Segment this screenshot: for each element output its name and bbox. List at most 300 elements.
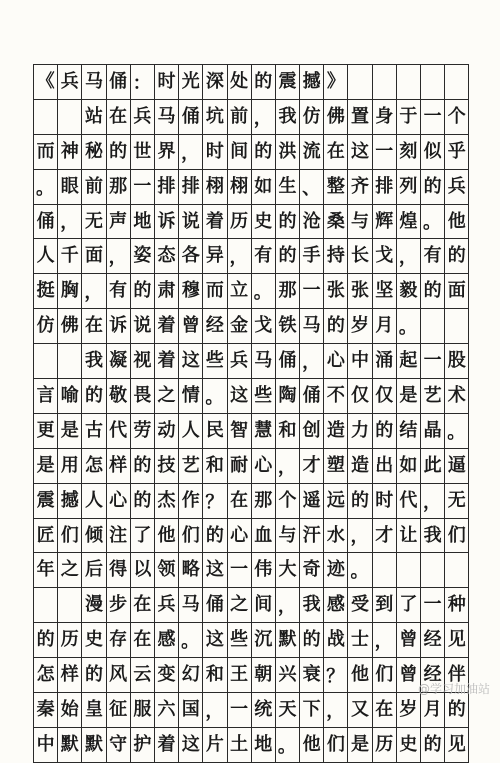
grid-cell: 与 (276, 519, 300, 554)
grid-cell: 护 (131, 728, 155, 763)
grid-cell: 栩 (203, 170, 227, 205)
grid-cell: 历 (58, 623, 82, 658)
grid-cell: 俑 (203, 588, 227, 623)
grid-cell: 齐 (348, 170, 372, 205)
grid-cell: 而 (203, 274, 227, 309)
grid-cell: 王 (228, 658, 252, 693)
grid-cell: ， (300, 344, 324, 379)
grid-cell: 见 (445, 623, 469, 658)
grid-cell: 诉 (155, 205, 179, 240)
grid-cell: 曾 (397, 623, 421, 658)
grid-cell: ， (397, 239, 421, 274)
grid-cell: 才 (300, 449, 324, 484)
grid-cell: 的 (34, 623, 58, 658)
grid-cell: 乎 (445, 135, 469, 170)
grid-cell: 奇 (300, 553, 324, 588)
grid-cell: 张 (348, 274, 372, 309)
grid-cell: 与 (348, 205, 372, 240)
grid-cell: 戈 (373, 239, 397, 274)
grid-cell: 在 (324, 135, 348, 170)
grid-cell: 一 (421, 100, 445, 135)
grid-cell: 马 (82, 65, 106, 100)
grid-cell: 。 (203, 379, 227, 414)
grid-cell: 始 (58, 693, 82, 728)
grid-cell: 的 (252, 135, 276, 170)
grid-cell: 间 (252, 588, 276, 623)
grid-cell: 仿 (34, 309, 58, 344)
grid-cell: 曾 (397, 658, 421, 693)
grid-cell: 着 (203, 205, 227, 240)
grid-cell: 年 (34, 553, 58, 588)
grid-cell: 时 (203, 135, 227, 170)
grid-cell: 杰 (155, 484, 179, 519)
grid-cell: 这 (203, 623, 227, 658)
grid-cell: 心 (252, 449, 276, 484)
grid-cell: 俑 (276, 344, 300, 379)
grid-cell: 和 (203, 658, 227, 693)
grid-cell: 面 (82, 239, 106, 274)
grid-cell: 是 (34, 449, 58, 484)
grid-cell: 在 (373, 693, 397, 728)
grid-cell: 这 (228, 379, 252, 414)
grid-cell: 们 (58, 519, 82, 554)
grid-cell: 面 (445, 274, 469, 309)
grid-cell: 之 (58, 553, 82, 588)
grid-cell: 手 (300, 239, 324, 274)
grid-cell: ， (58, 205, 82, 240)
grid-cell: 、 (300, 170, 324, 205)
grid-cell (348, 65, 372, 100)
grid-cell: 一 (421, 344, 445, 379)
grid-cell: 艺 (179, 449, 203, 484)
grid-cell: 智 (228, 414, 252, 449)
grid-cell: 说 (131, 309, 155, 344)
grid-cell: 土 (228, 728, 252, 763)
grid-cell: 情 (179, 379, 203, 414)
grid-cell: 在 (228, 484, 252, 519)
grid-cell: 地 (252, 728, 276, 763)
grid-cell: 又 (348, 693, 372, 728)
grid-cell: 经 (203, 309, 227, 344)
grid-cell: 在 (82, 309, 106, 344)
grid-cell: 生 (276, 170, 300, 205)
grid-cell: 的 (445, 693, 469, 728)
grid-cell: 个 (276, 484, 300, 519)
grid-cell: 的 (131, 484, 155, 519)
grid-cell: 坚 (373, 274, 397, 309)
grid-cell: 国 (179, 693, 203, 728)
grid-cell: 皇 (82, 693, 106, 728)
grid-cell: 的 (276, 239, 300, 274)
grid-cell: 是 (58, 414, 82, 449)
grid-cell: 朝 (252, 658, 276, 693)
grid-cell: 而 (34, 135, 58, 170)
grid-cell: 兴 (276, 658, 300, 693)
grid-cell: 仿 (300, 100, 324, 135)
grid-cell: 经 (421, 658, 445, 693)
grid-cell: 俑 (107, 65, 131, 100)
grid-cell: 声 (107, 205, 131, 240)
grid-cell: 动 (155, 414, 179, 449)
grid-cell: 眼 (58, 170, 82, 205)
grid-cell: 更 (34, 414, 58, 449)
grid-cell: 世 (131, 135, 155, 170)
grid-cell: 史 (252, 205, 276, 240)
grid-cell: ， (107, 239, 131, 274)
grid-cell: 默 (58, 728, 82, 763)
grid-cell: 桑 (324, 205, 348, 240)
grid-cell: 敬 (107, 379, 131, 414)
grid-cell: 无 (445, 484, 469, 519)
grid-cell: ， (228, 239, 252, 274)
grid-cell: 异 (203, 239, 227, 274)
grid-cell: 处 (228, 65, 252, 100)
grid-cell: 些 (228, 623, 252, 658)
grid-cell: 他 (155, 519, 179, 554)
grid-cell: 幻 (179, 658, 203, 693)
grid-cell: 胸 (58, 274, 82, 309)
grid-cell: 艺 (421, 379, 445, 414)
grid-cell: 起 (397, 344, 421, 379)
grid-cell: 怎 (82, 449, 106, 484)
grid-cell: 兵 (228, 344, 252, 379)
grid-cell: 我 (82, 344, 106, 379)
grid-cell: 煌 (397, 205, 421, 240)
grid-cell: 人 (179, 414, 203, 449)
grid-cell: 的 (203, 519, 227, 554)
grid-cell: 有 (252, 239, 276, 274)
grid-cell (397, 65, 421, 100)
grid-cell: 服 (131, 693, 155, 728)
grid-cell: 仅 (373, 379, 397, 414)
grid-cell: 秘 (82, 135, 106, 170)
grid-cell: 后 (82, 553, 106, 588)
grid-cell: 心 (324, 344, 348, 379)
grid-cell: 下 (300, 693, 324, 728)
grid-cell: 遥 (300, 484, 324, 519)
grid-cell: 风 (107, 658, 131, 693)
grid-cell: 的 (276, 205, 300, 240)
grid-cell: 和 (276, 414, 300, 449)
grid-cell: 感 (324, 588, 348, 623)
grid-cell: 的 (107, 135, 131, 170)
grid-cell: 历 (373, 728, 397, 763)
grid-cell (58, 588, 82, 623)
grid-cell: 们 (445, 519, 469, 554)
grid-cell: 血 (252, 519, 276, 554)
grid-cell: 的 (82, 379, 106, 414)
grid-cell: 作 (179, 484, 203, 519)
grid-cell: 他 (445, 205, 469, 240)
grid-cell (58, 100, 82, 135)
grid-cell: 了 (397, 588, 421, 623)
grid-cell: 《 (34, 65, 58, 100)
grid-cell: 逼 (445, 449, 469, 484)
grid-cell: ： (131, 65, 155, 100)
grid-cell: 前 (82, 170, 106, 205)
grid-cell: 天 (276, 693, 300, 728)
grid-cell: 马 (252, 344, 276, 379)
grid-cell: 着 (155, 344, 179, 379)
grid-cell: 兵 (58, 65, 82, 100)
grid-cell: 。 (397, 309, 421, 344)
grid-cell: 的 (82, 658, 106, 693)
grid-cell: 让 (397, 519, 421, 554)
grid-cell: 栩 (228, 170, 252, 205)
grid-cell (421, 553, 445, 588)
grid-cell: 倾 (82, 519, 106, 554)
grid-cell: 。 (421, 205, 445, 240)
grid-cell (397, 553, 421, 588)
grid-cell: 以 (131, 553, 155, 588)
grid-cell: 深 (203, 65, 227, 100)
grid-cell: 时 (155, 65, 179, 100)
grid-cell: 千 (58, 239, 82, 274)
grid-cell: 们 (324, 728, 348, 763)
grid-cell: 征 (107, 693, 131, 728)
grid-cell: 之 (228, 588, 252, 623)
grid-cell: 略 (179, 553, 203, 588)
grid-cell: 的 (421, 170, 445, 205)
grid-cell: 伟 (252, 553, 276, 588)
grid-cell: 史 (82, 623, 106, 658)
grid-cell: 了 (131, 519, 155, 554)
grid-cell: 俑 (179, 100, 203, 135)
grid-cell: 他 (300, 728, 324, 763)
grid-cell: 着 (155, 728, 179, 763)
grid-cell: 马 (155, 100, 179, 135)
grid-cell: 流 (300, 135, 324, 170)
grid-cell: ， (421, 484, 445, 519)
grid-cell: 坑 (203, 100, 227, 135)
watermark: @学习加油站 (417, 682, 490, 696)
grid-cell: 于 (397, 100, 421, 135)
grid-cell: 岁 (348, 309, 372, 344)
grid-cell: 此 (421, 449, 445, 484)
grid-cell: 姿 (131, 239, 155, 274)
grid-cell: 才 (373, 519, 397, 554)
grid-cell: 耐 (228, 449, 252, 484)
grid-cell: 变 (155, 658, 179, 693)
grid-cell: 士 (348, 623, 372, 658)
grid-cell: 诉 (107, 309, 131, 344)
grid-cell: 沉 (252, 623, 276, 658)
grid-cell: 漫 (82, 588, 106, 623)
grid-cell: 似 (421, 135, 445, 170)
grid-cell: 们 (179, 519, 203, 554)
grid-cell: 时 (373, 484, 397, 519)
grid-cell: 神 (58, 135, 82, 170)
grid-cell: 着 (155, 309, 179, 344)
grid-cell: 的 (300, 623, 324, 658)
grid-cell: 史 (397, 728, 421, 763)
grid-cell: 这 (203, 553, 227, 588)
grid-cell: 的 (324, 309, 348, 344)
grid-cell: 视 (131, 344, 155, 379)
grid-cell: 中 (34, 728, 58, 763)
grid-cell: 的 (348, 484, 372, 519)
grid-cell: 的 (421, 274, 445, 309)
grid-cell: 。 (445, 414, 469, 449)
grid-cell: 力 (348, 414, 372, 449)
grid-cell: 戈 (252, 309, 276, 344)
grid-cell (34, 344, 58, 379)
grid-cell: 历 (228, 205, 252, 240)
grid-cell: 统 (252, 693, 276, 728)
grid-cell: 列 (397, 170, 421, 205)
grid-cell: 们 (373, 658, 397, 693)
grid-cell: 兵 (155, 588, 179, 623)
grid-cell: 大 (276, 553, 300, 588)
grid-cell (445, 65, 469, 100)
grid-cell: 站 (82, 100, 106, 135)
grid-cell: 用 (58, 449, 82, 484)
grid-cell: 各 (179, 239, 203, 274)
grid-cell: 光 (179, 65, 203, 100)
grid-cell: 人 (34, 239, 58, 274)
grid-cell: 代 (397, 484, 421, 519)
grid-cell: 些 (252, 379, 276, 414)
grid-cell: 汗 (300, 519, 324, 554)
grid-cell: 是 (348, 728, 372, 763)
grid-cell: 我 (421, 519, 445, 554)
grid-cell: 和 (203, 449, 227, 484)
grid-cell: 喻 (58, 379, 82, 414)
grid-cell: 整 (324, 170, 348, 205)
grid-cell: 撼 (58, 484, 82, 519)
grid-cell: 股 (445, 344, 469, 379)
grid-cell: 沧 (300, 205, 324, 240)
grid-cell: 畏 (131, 379, 155, 414)
grid-cell (373, 65, 397, 100)
grid-cell: 那 (107, 170, 131, 205)
grid-cell: 。 (34, 170, 58, 205)
grid-cell: 怎 (34, 658, 58, 693)
grid-cell: 这 (348, 135, 372, 170)
grid-cell: 个 (445, 100, 469, 135)
grid-cell: ， (276, 449, 300, 484)
grid-cell: 造 (348, 449, 372, 484)
grid-cell: 远 (324, 484, 348, 519)
grid-cell: 兵 (131, 100, 155, 135)
grid-cell: ？ (203, 484, 227, 519)
grid-cell: 的 (131, 274, 155, 309)
grid-cell: 造 (324, 414, 348, 449)
grid-cell: 样 (58, 658, 82, 693)
grid-cell: 默 (276, 623, 300, 658)
grid-cell: 铁 (276, 309, 300, 344)
grid-cell: 有 (421, 239, 445, 274)
grid-cell: 慧 (252, 414, 276, 449)
grid-cell: 排 (155, 170, 179, 205)
grid-cell: 》 (324, 65, 348, 100)
grid-cell: 如 (397, 449, 421, 484)
grid-cell (34, 100, 58, 135)
grid-cell: 置 (348, 100, 372, 135)
grid-cell: 那 (276, 274, 300, 309)
grid-cell: 心 (107, 484, 131, 519)
grid-cell: 俑 (300, 379, 324, 414)
grid-cell: 肃 (155, 274, 179, 309)
grid-cell: 佛 (58, 309, 82, 344)
grid-cell: 马 (300, 309, 324, 344)
grid-cell: 见 (445, 728, 469, 763)
grid-cell: 长 (348, 239, 372, 274)
grid-cell: 迹 (324, 553, 348, 588)
grid-cell: 这 (179, 728, 203, 763)
grid-cell: 一 (131, 170, 155, 205)
grid-cell (373, 553, 397, 588)
grid-cell: 中 (348, 344, 372, 379)
grid-cell: 。 (276, 728, 300, 763)
grid-cell: 兵 (445, 170, 469, 205)
grid-cell: 金 (228, 309, 252, 344)
grid-cell: ？ (324, 658, 348, 693)
grid-cell: 持 (324, 239, 348, 274)
grid-cell: 说 (179, 205, 203, 240)
grid-cell: 我 (276, 100, 300, 135)
grid-cell: 他 (348, 658, 372, 693)
grid-cell: 我 (300, 588, 324, 623)
grid-cell: 仅 (348, 379, 372, 414)
grid-cell: 到 (373, 588, 397, 623)
grid-cell: 经 (421, 623, 445, 658)
grid-cell: 排 (373, 170, 397, 205)
grid-cell: 震 (276, 65, 300, 100)
writing-grid (33, 64, 469, 763)
grid-cell: 受 (348, 588, 372, 623)
grid-cell: 穆 (179, 274, 203, 309)
grid-cell: 在 (107, 100, 131, 135)
grid-cell: 洪 (276, 135, 300, 170)
grid-cell (34, 588, 58, 623)
grid-cell: 片 (203, 728, 227, 763)
grid-cell: 种 (445, 588, 469, 623)
grid-cell: 撼 (300, 65, 324, 100)
grid-cell: 的 (421, 728, 445, 763)
grid-cell: 技 (155, 449, 179, 484)
grid-cell (421, 65, 445, 100)
grid-cell (58, 344, 82, 379)
grid-cell: 佛 (324, 100, 348, 135)
grid-cell: 如 (252, 170, 276, 205)
grid-cell: 守 (107, 728, 131, 763)
grid-cell: 凝 (107, 344, 131, 379)
grid-cell (445, 553, 469, 588)
grid-cell: 步 (107, 588, 131, 623)
grid-cell: 些 (203, 344, 227, 379)
grid-cell: 术 (445, 379, 469, 414)
grid-cell: ， (252, 100, 276, 135)
grid-cell: 是 (397, 379, 421, 414)
grid-cell: 感 (155, 623, 179, 658)
grid-cell: 战 (324, 623, 348, 658)
grid-cell: ， (203, 693, 227, 728)
grid-cell: 一 (228, 693, 252, 728)
grid-cell: 刻 (397, 135, 421, 170)
grid-cell: 立 (228, 274, 252, 309)
grid-cell: 的 (131, 449, 155, 484)
grid-cell: 晶 (421, 414, 445, 449)
grid-cell: 出 (373, 449, 397, 484)
grid-cell: 无 (82, 205, 106, 240)
grid-cell: ， (348, 519, 372, 554)
grid-cell: 样 (107, 449, 131, 484)
grid-cell: 心 (228, 519, 252, 554)
grid-cell: 的 (373, 414, 397, 449)
grid-cell: 曾 (179, 309, 203, 344)
grid-cell: 人 (82, 484, 106, 519)
